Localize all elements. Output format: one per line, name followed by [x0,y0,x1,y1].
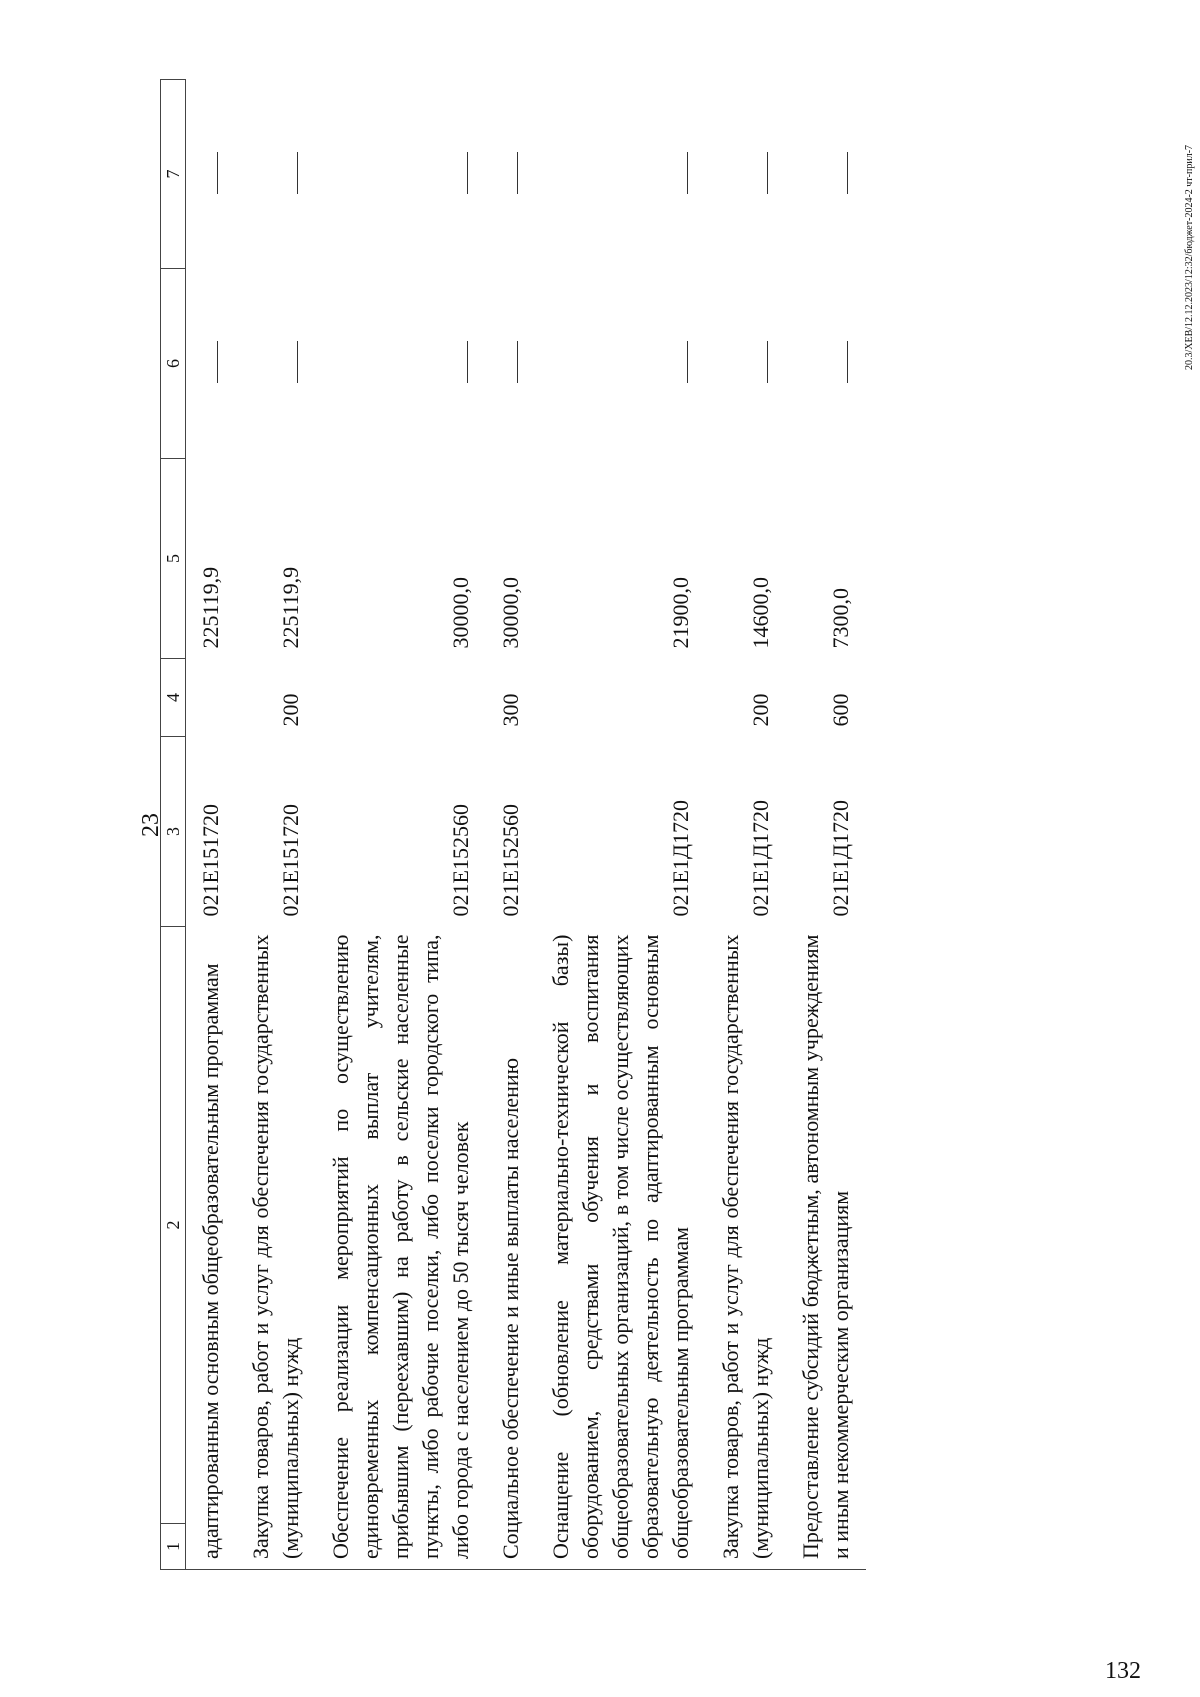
header-col-5: 5 [161,459,186,659]
dash-mark [217,342,218,384]
row-description: Обеспечение реализации мероприятий по осуществлению единовременных компенсационных выплат учителям, прибывшим (переехавшим) на работу в сельские населенные пункты, либо рабочие поселки, либо поселки городского типа, либо города с населением до 50 тысяч человек [316,927,486,1570]
row-col7-dash [186,80,237,269]
row-type: 200 [278,693,303,727]
row-amount: 225119,9 [278,566,303,649]
row-amount: 30000,0 [498,577,523,649]
row-col7-dash [236,80,316,269]
row-description: Социальное обеспечение и иные выплаты населению [486,927,536,1570]
dash-mark [767,342,768,384]
header-col-7: 7 [161,80,186,269]
table-row [486,80,536,1570]
row-col6-dash [786,269,866,459]
row-col7-dash [316,80,486,269]
row-code: 021Е151720 [278,804,303,917]
row-amount: 7300,0 [828,588,853,649]
row-type: 600 [828,693,853,727]
row-amount: 14600,0 [748,577,773,649]
dash-mark [467,342,468,384]
dash-mark [847,342,848,384]
dash-mark [467,152,468,194]
table-row [236,80,316,1570]
row-code: 021Е152560 [498,804,523,917]
dash-mark [847,152,848,194]
budget-table [160,79,866,1570]
table-row [316,80,486,1570]
header-col-6: 6 [161,269,186,459]
bottom-page-number: 132 [1105,1658,1141,1684]
row-type [536,659,706,737]
row-description: Закупка товаров, работ и услуг для обеспечения государственных (муниципальных) нужд [706,927,786,1570]
dash-mark [297,342,298,384]
table-row [536,80,706,1570]
dash-mark [687,152,688,194]
top-page-number: 23 [138,813,164,837]
row-col7-dash [536,80,706,269]
row-col7-dash [786,80,866,269]
row-code: 021Е1Д1720 [748,800,773,917]
row-code: 021Е152560 [448,804,473,917]
header-col-2: 2 [161,927,186,1524]
row-code: 021Е151720 [198,804,223,917]
row-col6-dash [486,269,536,459]
dash-mark [517,342,518,384]
dash-mark [517,152,518,194]
row-type [186,659,237,737]
row-col6-dash [186,269,237,459]
row-description: Закупка товаров, работ и услуг для обеспечения государственных (муниципальных) нужд [236,927,316,1570]
row-col7-dash [486,80,536,269]
header-col-1: 1 [161,1524,186,1570]
header-col-4: 4 [161,659,186,737]
row-col6-dash [706,269,786,459]
table-row [186,80,237,1570]
row-col6-dash [236,269,316,459]
row-amount: 225119,9 [198,566,223,649]
row-type [316,659,486,737]
rotated-content [138,80,1200,1570]
row-type: 200 [748,693,773,727]
row-description: Оснащение (обновление материально-технической базы) оборудованием, средствами обучения и воспитания общеобразовательных организаций, в том числе осуществляющих образовательную деятельность по адаптированным основным общеобразовательным программам [536,927,706,1570]
dash-mark [297,152,298,194]
row-amount: 21900,0 [668,577,693,649]
row-description: Предоставление субсидий бюджетным, автономным учреждениям и иным некоммерческим организациям [786,927,866,1570]
footer-document-code: 20.3/ХЕВ/12.12.2023/12:32/бюджет-2024-2 чт-прил-7 [1184,144,1195,370]
row-col6-dash [536,269,706,459]
row-code: 021Е1Д1720 [828,800,853,917]
table-row [786,80,866,1570]
row-amount: 30000,0 [448,577,473,649]
header-col-3: 3 [161,737,186,927]
dash-mark [767,152,768,194]
dash-mark [687,342,688,384]
row-col7-dash [706,80,786,269]
dash-mark [217,152,218,194]
row-code: 021Е1Д1720 [668,800,693,917]
row-description: адаптированным основным общеобразовательным программам [186,927,237,1570]
row-type: 300 [498,693,523,727]
row-col6-dash [316,269,486,459]
table-row [706,80,786,1570]
